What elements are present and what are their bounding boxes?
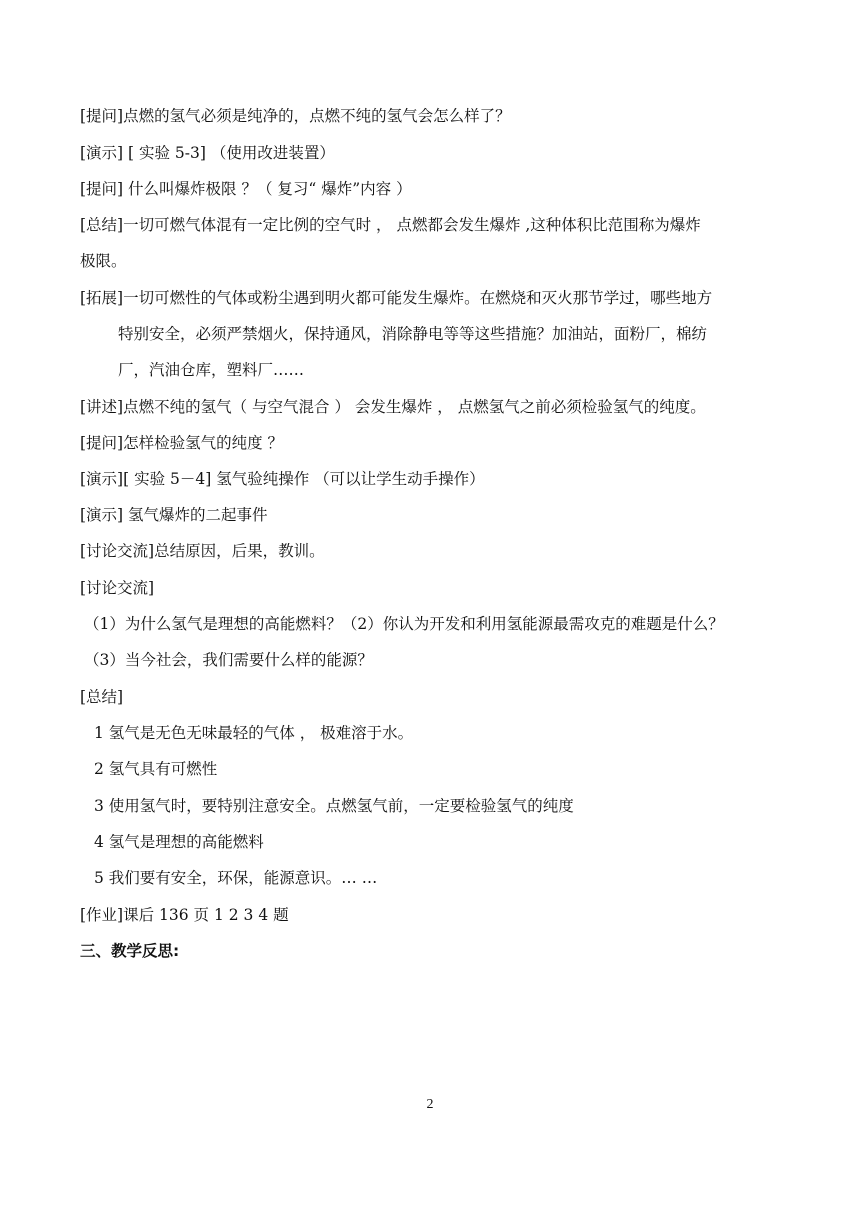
summary-item-5: 5 我们要有安全，环保，能源意识。… … bbox=[94, 869, 378, 887]
extension-dust-explosion-cont2: 厂，汽油仓库，塑料厂…… bbox=[118, 361, 305, 379]
question-how-check-purity: [提问]怎样检验氢气的纯度 ？ bbox=[80, 434, 284, 452]
question-explosion-limit: [提问] 什么叫爆炸极限 ？（ 复习“ 爆炸”内容 ） bbox=[80, 180, 412, 198]
discussion-question-3: （3）当今社会，我们需要什么样的能源？ bbox=[84, 651, 373, 669]
summary-explosion-limit: [总结]一切可燃气体混有一定比例的空气时 ， 点燃都会发生爆炸 ,这种体积比范围称为爆炸 bbox=[80, 216, 701, 234]
demo-explosion-incidents: [演示] 氢气爆炸的二起事件 bbox=[80, 506, 268, 524]
summary-item-4: 4 氢气是理想的高能燃料 bbox=[94, 833, 264, 851]
summary-heading: [总结] bbox=[80, 688, 124, 706]
summary-explosion-limit-cont: 极限。 bbox=[80, 252, 127, 270]
section-heading-reflection: 三、教学反思: bbox=[80, 942, 180, 960]
demo-experiment-5-3: [演示] [ 实验 5-3] （使用改进装置） bbox=[80, 144, 335, 162]
question-impure-hydrogen: [提问]点燃的氢气必须是纯净的，点燃不纯的氢气会怎么样了？ bbox=[80, 107, 511, 125]
summary-item-1: 1 氢气是无色无味最轻的气体 ， 极难溶于水。 bbox=[94, 724, 414, 742]
demo-experiment-5-4: [演示][ 实验 5－4] 氢气验纯操作 （可以让学生动手操作） bbox=[80, 470, 485, 488]
homework: [作业]课后 136 页 1 2 3 4 题 bbox=[80, 906, 289, 924]
extension-dust-explosion: [拓展]一切可燃性的气体或粉尘遇到明火都可能发生爆炸。在燃烧和灭火那节学过，哪些地方 bbox=[80, 289, 713, 307]
narration-purity-check: [讲述]点燃不纯的氢气（ 与空气混合 ） 会发生爆炸 ， 点燃氢气之前必须检验氢气的纯度。 bbox=[80, 398, 706, 416]
discussion-questions-1-2: （1）为什么氢气是理想的高能燃料？（2）你认为开发和利用氢能源最需攻克的难题是什么？ bbox=[84, 615, 724, 633]
discussion-heading: [讨论交流] bbox=[80, 579, 155, 597]
discussion-summary: [讨论交流]总结原因，后果，教训。 bbox=[80, 542, 325, 560]
summary-item-3: 3 使用氢气时，要特别注意安全。点燃氢气前，一定要检验氢气的纯度 bbox=[94, 797, 574, 815]
summary-item-2: 2 氢气具有可燃性 bbox=[94, 760, 218, 778]
page-number: 2 bbox=[426, 1097, 434, 1112]
extension-dust-explosion-cont1: 特别安全，必须严禁烟火，保持通风，消除静电等等这些措施？加油站，面粉厂，棉纺 bbox=[118, 325, 708, 343]
